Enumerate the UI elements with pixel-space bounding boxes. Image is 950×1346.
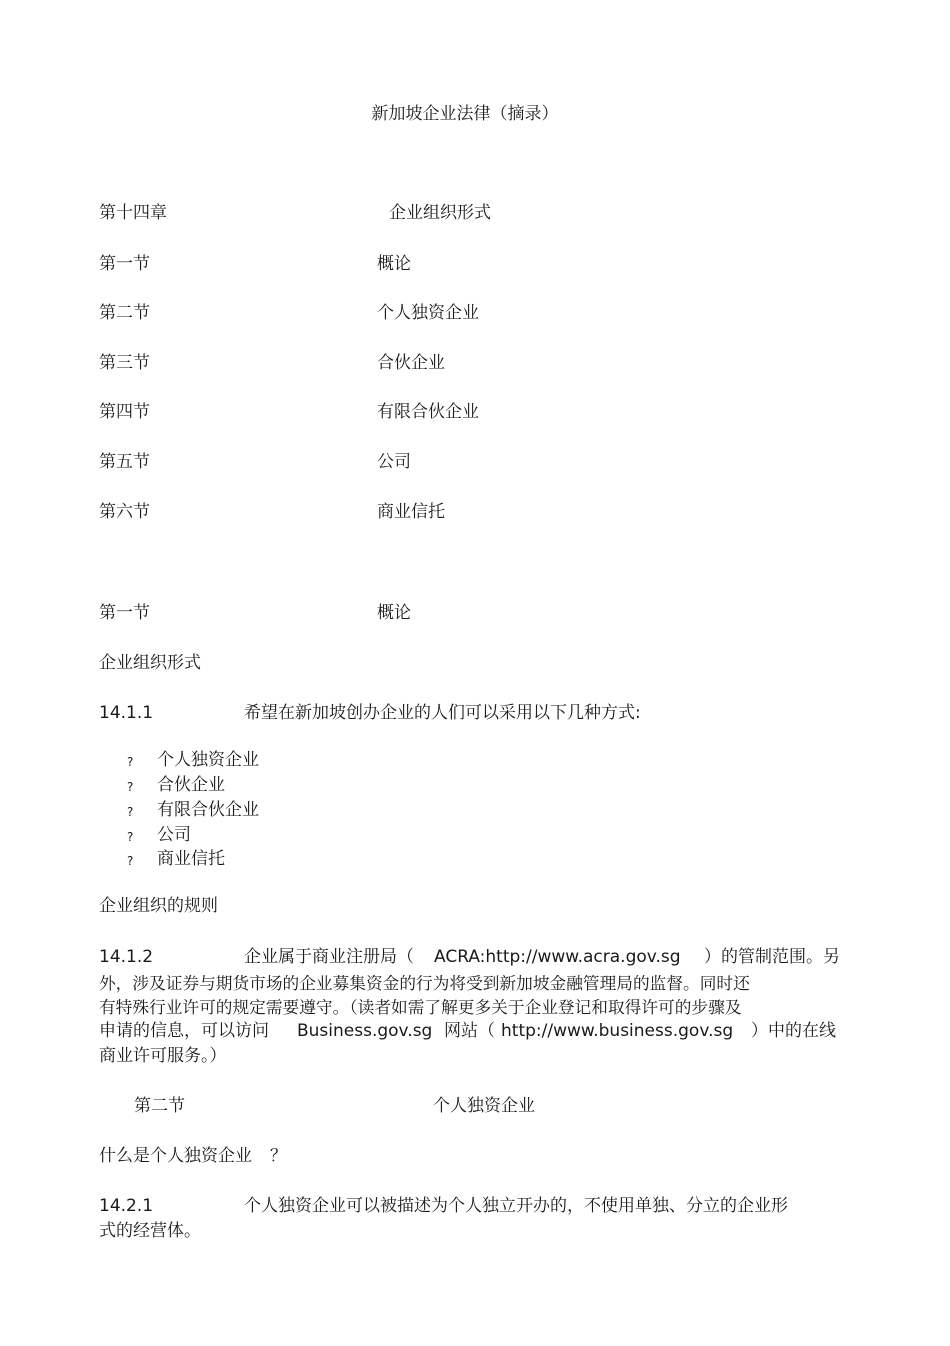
toc-section-label: 第六节 [99, 502, 150, 522]
paragraph-text: 希望在新加坡创办企业的人们可以采用以下几种方式: [244, 703, 641, 723]
section-title: 概论 [377, 603, 411, 623]
paragraph-number: 14.1.2 [99, 947, 154, 967]
paragraph-line: 式的经营体。 [99, 1221, 201, 1241]
paragraph-line: ）的管制范围。另 [704, 947, 840, 967]
list-item: 个人独资企业 [157, 750, 259, 770]
paragraph-line: ）中的在线 [751, 1021, 836, 1041]
bullet-icon: ? [127, 830, 134, 844]
paragraph-line: 外，涉及证券与期货市场的企业募集资金的行为将受到新加坡金融管理局的监督。同时还 [99, 973, 750, 993]
toc-section-title: 个人独资企业 [377, 303, 479, 323]
list-item: 合伙企业 [157, 775, 225, 795]
link-text: http://www.business.gov.sg [501, 1021, 734, 1041]
list-item: 商业信托 [157, 849, 225, 869]
list-item: 公司 [157, 825, 191, 845]
toc-section-title: 公司 [377, 452, 411, 472]
toc-chapter-title: 企业组织形式 [389, 203, 491, 223]
toc-section-label: 第四节 [99, 402, 150, 422]
paragraph-line: 个人独资企业可以被描述为个人独立开办的，不使用单独、分立的企业形 [244, 1196, 788, 1216]
bullet-icon: ? [127, 805, 134, 819]
section-label: 第二节 [134, 1096, 185, 1116]
toc-section-title: 商业信托 [377, 502, 445, 522]
link-text: Business.gov.sg [297, 1021, 433, 1041]
section-title: 个人独资企业 [433, 1096, 535, 1116]
toc-section-label: 第五节 [99, 452, 150, 472]
toc-section-title: 合伙企业 [377, 353, 445, 373]
toc-section-label: 第三节 [99, 353, 150, 373]
paragraph-line: 网站（ [444, 1021, 495, 1041]
subheading: 企业组织形式 [99, 653, 201, 673]
document-title: 新加坡企业法律（摘录） [371, 104, 559, 124]
paragraph-line: 申请的信息，可以访问 [99, 1021, 269, 1041]
bullet-icon: ? [127, 755, 134, 769]
paragraph-line: 商业许可服务。） [99, 1046, 227, 1066]
bullet-icon: ? [127, 854, 134, 868]
bullet-icon: ? [127, 780, 134, 794]
section-label: 第一节 [99, 603, 150, 623]
paragraph-line: 企业属于商业注册局（ [244, 947, 414, 967]
toc-section-label: 第二节 [99, 303, 150, 323]
toc-chapter-label: 第十四章 [99, 203, 167, 223]
link-text: ACRA:http://www.acra.gov.sg [434, 947, 681, 967]
toc-section-label: 第一节 [99, 254, 150, 274]
list-item: 有限合伙企业 [157, 800, 259, 820]
paragraph-number: 14.2.1 [99, 1196, 154, 1216]
toc-section-title: 概论 [377, 254, 411, 274]
question-mark: ？ [270, 1146, 287, 1166]
paragraph-number: 14.1.1 [99, 703, 154, 723]
question-heading: 什么是个人独资企业 [99, 1146, 252, 1166]
toc-section-title: 有限合伙企业 [377, 402, 479, 422]
paragraph-line: 有特殊行业许可的规定需要遵守。（读者如需了解更多关于企业登记和取得许可的步骤及 [99, 997, 742, 1017]
subheading: 企业组织的规则 [99, 896, 218, 916]
